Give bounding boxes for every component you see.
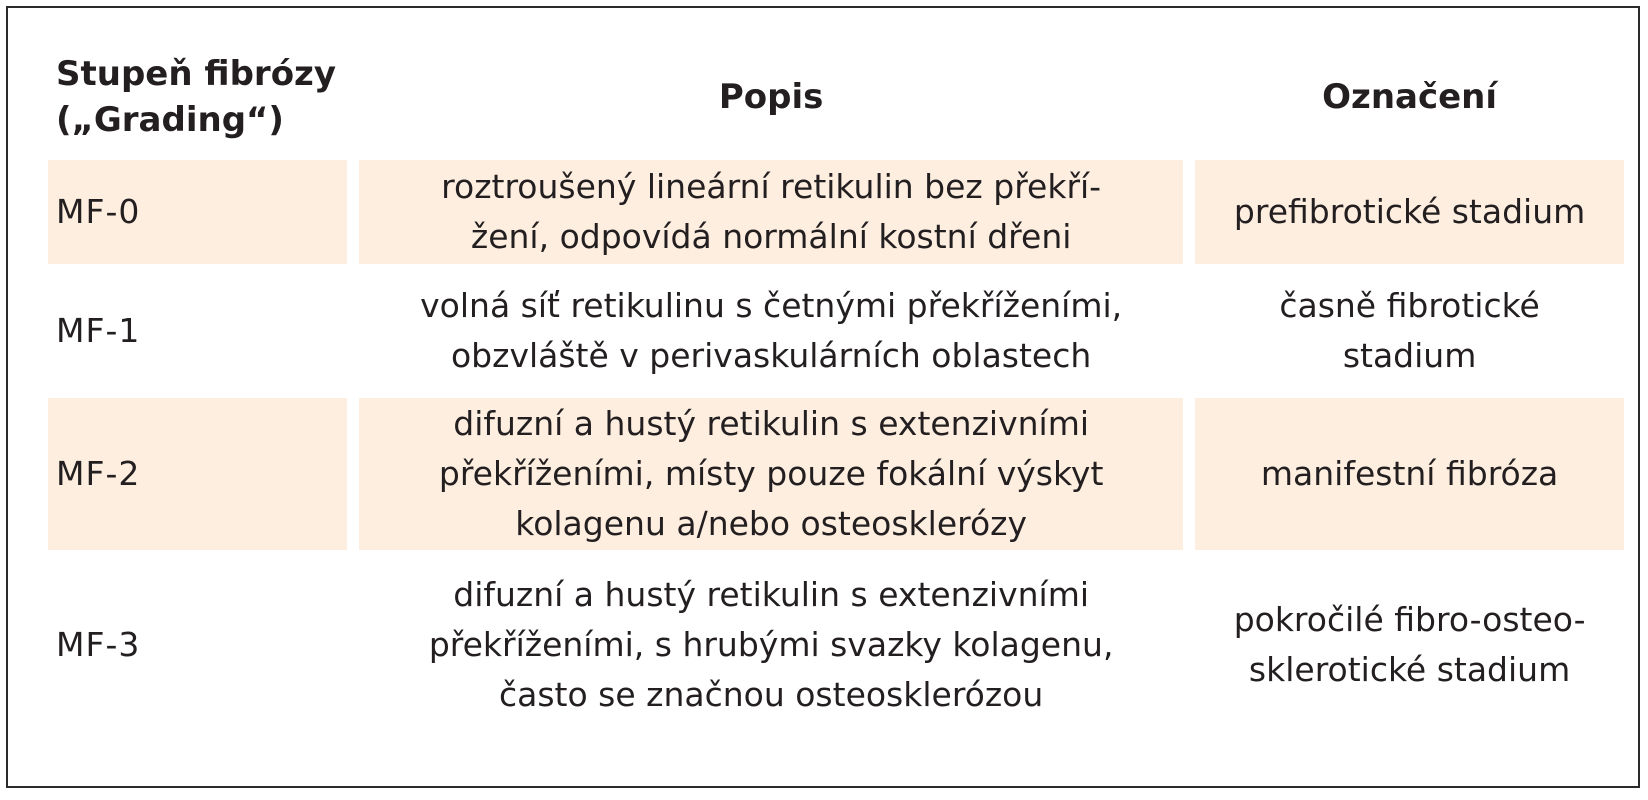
label-line: časně fibrotické: [1279, 286, 1540, 325]
label-line: sklerotické stadium: [1248, 650, 1571, 689]
table-body: [48, 160, 1624, 731]
label-cell: [1195, 559, 1624, 731]
label-cell: [1195, 273, 1624, 389]
description-line: roztroušený lineární retikulin bez překří-: [441, 167, 1102, 206]
table-header: [48, 45, 1624, 151]
description-cell: [359, 273, 1183, 389]
description-line: volná síť retikulinu s četnými překříženími,: [420, 286, 1123, 325]
label-line: pokročilé fibro-osteo-: [1233, 600, 1586, 639]
description-line: žení, odpovídá normální kostní dřeni: [470, 217, 1072, 256]
header-grade-line2: („Grading“): [56, 100, 284, 140]
label-line: prefibrotické stadium: [1233, 192, 1586, 231]
header-label: Označení: [1322, 77, 1498, 117]
description-line: difuzní a hustý retikulin s extenzivními: [453, 575, 1090, 614]
table-row: [48, 160, 1624, 264]
grade-cell: MF-3: [56, 625, 141, 664]
header-grade: [48, 45, 347, 151]
header-row: [48, 45, 1624, 151]
description-line: difuzní a hustý retikulin s extenzivními: [453, 404, 1090, 443]
label-cell: [1195, 398, 1624, 550]
description-line: často se značnou osteosklerózou: [498, 675, 1044, 714]
description-line: kolagenu a/nebo osteosklerózy: [515, 504, 1028, 543]
table-container: [48, 36, 1624, 740]
header-grade-line1: Stupeň fibrózy: [56, 54, 337, 94]
table-row: [48, 559, 1624, 731]
grade-cell: MF-2: [48, 398, 347, 550]
label-line: manifestní fibróza: [1260, 454, 1559, 493]
grade-cell: MF-0: [48, 160, 347, 264]
table-row: [48, 273, 1624, 389]
description-cell: [359, 160, 1183, 264]
fibrosis-grading-table: [36, 36, 1636, 740]
label-cell: [1195, 160, 1624, 264]
description-cell: [359, 559, 1183, 731]
description-line: obzvláště v perivaskulárních oblastech: [450, 336, 1092, 375]
description-line: překříženími, místy pouze fokální výskyt: [438, 454, 1104, 493]
table-frame: [6, 6, 1640, 788]
grade-cell: MF-1: [56, 311, 141, 350]
description-cell: [359, 398, 1183, 550]
table-row: [48, 398, 1624, 550]
label-line: stadium: [1342, 336, 1477, 375]
header-description: Popis: [718, 77, 824, 117]
description-line: překříženími, s hrubými svazky kolagenu,: [428, 625, 1114, 664]
